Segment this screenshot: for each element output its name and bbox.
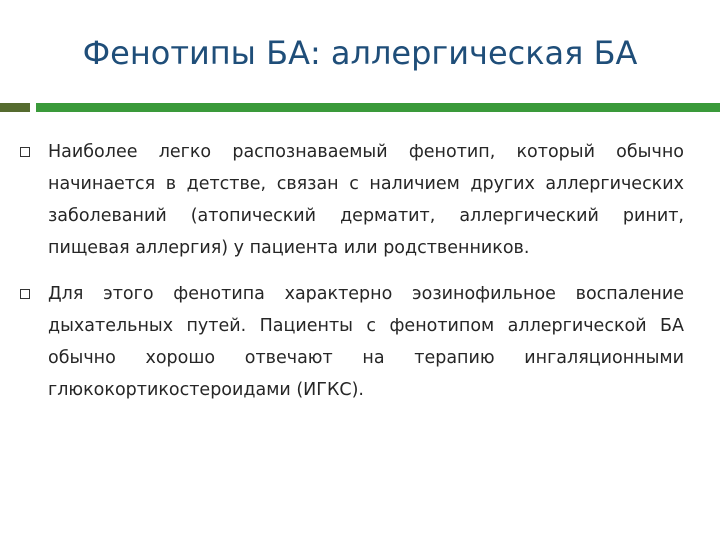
hollow-square-bullet-icon	[20, 147, 30, 157]
title-divider-left	[0, 103, 30, 112]
bullet-text: Для этого фенотипа характерно эозинофильное воспаление дыхательных путей. Пациенты с фенотипом аллергической БА обычно хорошо отвечают на терапию ингаляционными глюкокортикостероидами (ИГКС).	[48, 284, 684, 400]
bullet-list	[20, 136, 684, 420]
bullet-text: Наиболее легко распознаваемый фенотип, который обычно начинается в детстве, связан с наличием других аллергических заболеваний (атопический дерматит, аллергический ринит, пищевая аллергия) у пациента или родственников.	[48, 142, 684, 258]
title-divider-right	[36, 103, 720, 112]
slide-title: Фенотипы БА: аллергическая БА	[82, 34, 638, 72]
hollow-square-bullet-icon	[20, 289, 30, 299]
bullet-item	[20, 278, 684, 406]
bullet-item	[20, 136, 684, 264]
